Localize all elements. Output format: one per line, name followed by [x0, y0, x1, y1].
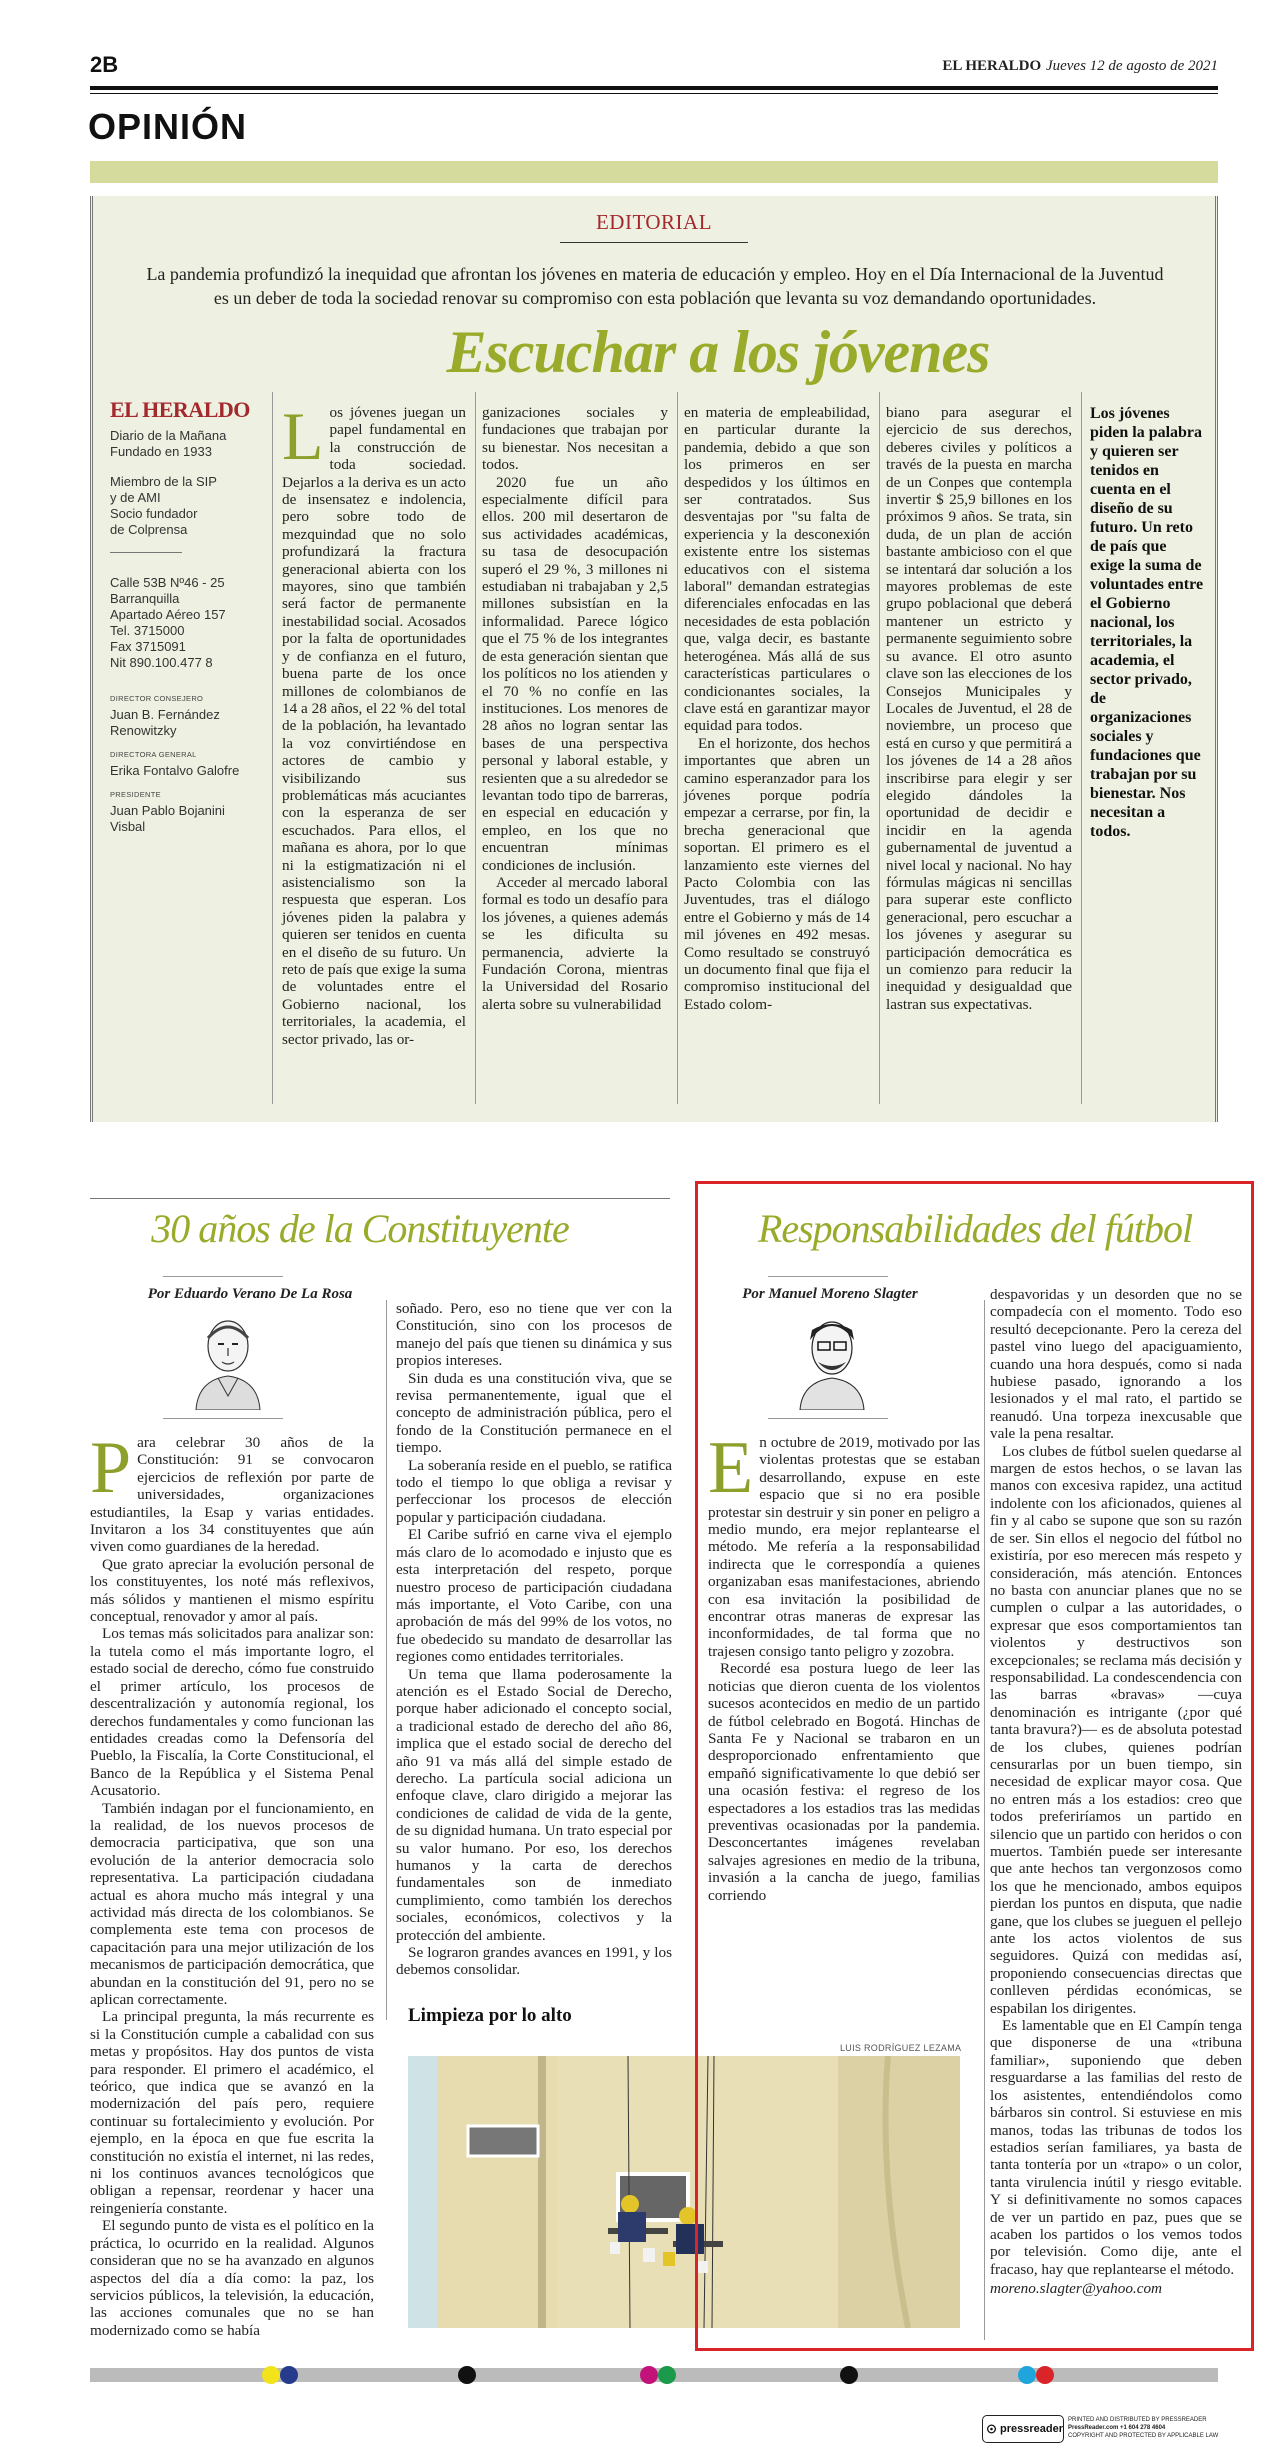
column2-email: moreno.slagter@yahoo.com: [990, 2280, 1163, 2298]
paragraph: n octubre de 2019, motivado por las violentas protestas que se estaban desarrollando, expuse en este espacio que si no era posible protestar sin destruir y sin poner en peligro a medio mundo, era mejor replantearse el método. Me refería a la responsabilidad indirecta que le correspondía a quienes organizaban esas manifestaciones, abriendo con esa invitación la posibilidad de encontrar otras maneras de expresar las inconformidades, de tal forma que no trajesen consigo tanto peligro y zozobra.: [708, 1434, 980, 1660]
editorial-col-2b: 2020 fue un año especialmente difícil para ellos. 200 mil desertaron de sus actividades académicas, su tasa de desocupación superó el 29 %, 3 millones ni estudiaban ni trabajaban y 2,5 millones subsistían en la informalidad. Parece lógico que el 75 % de los integrantes de esta generación sientan que los políticos no los atienden y el 70 % no confíe en las instituciones. Los menores de 28 años no logran sentar las bases de una perspectiva personal y laboral estable, y resienten que a su alrededor se levantan todo tipo de barreras, en especial en educación y empleo, en los que no encuentran mínimas condiciones de inclusión.: [482, 473, 668, 874]
masthead-line: Socio fundador: [110, 506, 198, 521]
column1-col-b: [396, 1300, 672, 1979]
column2-byline-rule: [768, 1276, 888, 1277]
editorial-col-4: [886, 404, 1072, 1013]
rule-col1-top: [90, 1198, 670, 1199]
header-rule-thin: [90, 93, 1218, 94]
column1-byline: Por Eduardo Verano De La Rosa: [147, 1286, 353, 1302]
paragraph: soñado. Pero, eso no tiene que ver con la Constitución, sino con los procesos de manejo del país que tienen su dinámica y sus propios intereses.: [396, 1300, 672, 1370]
header-date: Jueves 12 de agosto de 2021: [1045, 58, 1218, 74]
rule-v0: [272, 392, 273, 1104]
editorial-lede: La pandemia profundizó la inequidad que afrontan los jóvenes en materia de educación y empleo. Hoy en el Día Internacional de la Juventud es un deber de toda la sociedad renovar su compromiso con esta población que levanta su voz demandando oportunidades.: [146, 264, 1164, 308]
editorial-col-3a: en materia de empleabilidad, en particular durante la pandemia, debido a que son los primeros en ser despedidos y los últimos en ser contratados. Sus desventajas por "su falta de experiencia y la desconexión existente entre los sistemas educativos con el sistema laboral" demandan estrategias diferenciales enfocadas en las necesidades de esta población que, valga decir, es bastante heterogénea. Más allá de sus características particulares o condicionantes sociales, la clave está en garantizar mayor equidad para todos.: [684, 404, 870, 735]
reg-mark-black-2: [840, 2366, 858, 2384]
column1-title: 30 años de la Constituyente: [151, 1206, 569, 1251]
header-rule: [90, 86, 1218, 90]
pressreader-badge: [982, 2415, 1064, 2443]
masthead-memberships: [110, 474, 260, 538]
masthead-staff-role: DIRECTOR CONSEJERO: [110, 694, 204, 703]
masthead-line: Tel. 3715000: [110, 623, 185, 638]
column2-portrait-rule: [768, 1418, 888, 1419]
masthead-rule: [110, 552, 182, 553]
paragraph: Sin duda es una constitución viva, que se revisa permanentemente, igual que el concepto de administración pública, pero el fondo de la Constitución permanece en el tiempo.: [396, 1369, 672, 1457]
masthead-staff-role: PRESIDENTE: [110, 790, 161, 799]
header-paper: [942, 56, 1218, 75]
page-number: 2B: [90, 52, 119, 77]
masthead-founding: [110, 428, 260, 460]
masthead-staff-name: Juan B. Fernández Renowitzky: [110, 707, 220, 738]
editorial-col-2c: Acceder al mercado laboral formal es todo un desafío para los jóvenes, a quienes además se les dificulta su permanencia, advierte la Fundación Corona, mientras la Universidad del Rosario alerta sobre su vulnerabilidad: [482, 873, 668, 1013]
paragraph: despavoridas y un desorden que no se compadecía con el momento. Todo eso resultó decepcionante. Pero la cereza del pastel vino luego del apaciguamiento, cuando una hora después, como si nada hubiese pasado, ignorando a los lesionados y el mal rato, el partido se reanudó. Una torpeza inexcusable que vale la pena resaltar.: [990, 1286, 1242, 1443]
editorial-dropcap: L: [282, 398, 324, 474]
masthead-staff-name: Juan Pablo Bojanini Visbal: [110, 803, 225, 834]
pressreader-fine-1: PRINTED AND DISTRIBUTED BY PRESSREADER: [1068, 2417, 1207, 2423]
masthead-line: de Colprensa: [110, 522, 188, 537]
masthead-line: Miembro de la SIP: [110, 474, 217, 489]
column1-col-a: [90, 1427, 374, 2339]
masthead-line: Apartado Aéreo 157: [110, 607, 226, 622]
rule-col1-mid: [386, 1300, 387, 2020]
column2-col-a: [708, 1427, 980, 1904]
paragraph: La principal pregunta, la más recurrente es si la Constitución cumple a cabalidad con sus metas y propósitos. Hay dos puntos de vista para responder. El primero el académico, el teórico, que indica que se avanzó en la modernización del país pero, requiere continuar su fortalecimiento y evolución. Por ejemplo, en la época en que fue escrita la constitución no existía el internet, ni las redes, ni los continuos avances tecnológicos que obligan a repensar, reordenar y hacer una reingeniería constante.: [90, 2008, 374, 2217]
column2-col-b: [990, 1286, 1242, 2298]
pressreader-fine-3: COPYRIGHT AND PROTECTED BY APPLICABLE LAW: [1068, 2433, 1219, 2439]
column1-portrait-rule: [163, 1418, 283, 1419]
paragraph: Recordé esa postura luego de leer las noticias que dieron cuenta de los violentos sucesos acontecidos en medio de un partido de fútbol celebrado en Bogotá. Hinchas de Santa Fe y Nacional se trabaron en un desproporcionado enfrentamiento que empañó significativamente lo que debió ser una ocasión festiva: el regreso de los espectadores a los estadios tras las medidas preventivas ocasionadas por la pandemia. Desconcertantes imágenes revelaban salvajes agresiones en medio de la tribuna, invasión a la cancha de juego, familias corriendo: [708, 1660, 980, 1904]
pressreader-logo-icon: [987, 2422, 996, 2436]
section-title: OPINIÓN: [88, 106, 248, 147]
pressreader-fine-2: PressReader.com +1 604 278 4604: [1068, 2425, 1166, 2431]
paragraph: El Caribe sufrió en carne viva el ejemplo más claro de lo acomodado e injusto que es esta interpretación del respeto, porque nuestro proceso de participación ciudadana más importante, el Voto Caribe, con una aprobación de más del 99% de los votos, no fue obedecido su mandato de desarrollar las regiones como entidades territoriales.: [396, 1526, 672, 1666]
section-bar: [90, 161, 1218, 183]
editorial-col-2: [482, 404, 668, 1013]
pressreader-fineprint: [1068, 2416, 1218, 2440]
reg-mark-magenta: [640, 2366, 658, 2384]
editorial-title: Escuchar a los jóvenes: [446, 319, 990, 385]
editorial-col-3: [684, 404, 870, 1013]
column2-author-portrait: [792, 1310, 872, 1410]
masthead-line: Fundado en 1933: [110, 444, 212, 459]
masthead-line: y de AMI: [110, 490, 161, 505]
column1-author-portrait: [188, 1310, 268, 1410]
editorial-col-1-text: os jóvenes juegan un papel fundamental en la construcción de toda sociedad. Dejarlos a la deriva es un acto de insensatez e indolencia, pero sobre todo de mezquindad que no solo profundizará la fractura generacional abierta con los mayores, sino que también será factor de permanente inestabilidad social. Acosados por la falta de oportunidades y de confianza en el futuro, buena parte de los once millones de colombianos de 14 a 28 años, el 22 % del total de la población, ha levantado la voz convirtiéndose en actores de cambio y visibilizando sus problemáticas más acuciantes con la esperanza de ser escuchados. Para ellos, el mañana es ahora, por lo que ni la estigmatización ni el asistencialismo son la respuesta que esperan. Los jóvenes piden la palabra y quieren ser tenidos en cuenta en el diseño de su futuro. Un reto de país que exige la suma de voluntades entre el Gobierno nacional, los territoriales, la academia, el sector privado, las or-: [282, 404, 466, 1048]
paragraph: Que grato apreciar la evolución personal de los constituyentes, los noté más reflexivos, más sólidos y mantienen el mismo espíritu conceptual, renovador y amor al país.: [90, 1555, 374, 1626]
masthead-line: Barranquilla: [110, 591, 180, 606]
editorial-col-3b: En el horizonte, dos hechos importantes que abren un camino esperanzador para los jóvenes porque podría empezar a cerrarse, por fin, la brecha generacional que soportan. El primero es el lanzamiento este viernes del Pacto Colombia con las Juventudes, tras el diálogo entre el Gobierno y más de 14 mil jóvenes en 492 mesas. Como resultado se construyó un documento final que fija el compromiso institucional del Estado colom-: [684, 734, 870, 1013]
reg-mark-black-1: [458, 2366, 476, 2384]
masthead-staff-role: DIRECTORA GENERAL: [110, 750, 197, 759]
masthead-address: [110, 575, 260, 671]
rule-v2: [677, 392, 678, 1104]
pressreader-brand: pressreader: [1000, 2423, 1063, 2435]
paragraph: Es lamentable que en El Campín tenga que disponerse de una «tribuna familiar», suponiendo que deben resguardarse a las familias del resto de los asistentes, entendiéndolos como bárbaros sin control. Si estuviese en mis manos, todas las tribunas de todos los estadios serían familiares, ya basta de tanta tontería por un «trapo» o un color, tanta virulencia inútil y riesgo evitable. Y si definitivamente no somos capaces de ver un partido en paz, pues que se acaben los partidos o los vemos todos por televisión. Como dije, ante el fracaso, hay que replantearse el método.: [990, 2017, 1242, 2278]
editorial-col-1: [282, 398, 466, 1048]
rule-v1: [475, 392, 476, 1104]
reg-mark-red: [1036, 2366, 1054, 2384]
column2-col-a-text: [708, 1427, 980, 1904]
masthead-line: Diario de la Mañana: [110, 428, 227, 443]
kicker-rule: [560, 242, 748, 243]
rule-col2-mid: [984, 1300, 985, 2340]
editorial-col-4-text: biano para asegurar el ejercicio de sus derechos, deberes civiles y políticos a través de la puesta en marcha de un Conpes que contempla invertir $ 25,9 billones en los próximos 9 años. Se trata, sin duda, de un plan de acción bastante ambicioso con el que se intentará dar solución a los mayores problemas de este grupo poblacional que deberá mantener un estricto y permanente seguimiento sobre su avance. El otro asunto clave son las elecciones de los Consejos Municipales y Locales de Juventud, el 28 de noviembre, un proceso que está en curso y que permitirá a los jóvenes de 14 a 28 años inscribirse para elegir y ser elegido dándoles la oportunidad de decidir e incidir en la agenda gubernamental de juventud a nivel local y nacional. No hay fórmulas mágicas ni sencillas para superar este conflicto generacional, pero escuchar a los jóvenes y asegurar su participación democrática es un comienzo para reducir la inequidad y desigualdad que lastran sus expectativas.: [886, 404, 1072, 1013]
masthead-line: Nit 890.100.477 8: [110, 655, 213, 670]
column1-col-a-text: [90, 1427, 374, 2339]
column2-col-b-text: [990, 1286, 1242, 2278]
column1-col-b-text: [396, 1300, 672, 1979]
column1-dropcap: P: [90, 1427, 132, 1509]
editorial-col-2a: ganizaciones sociales y fundaciones que trabajan por su bienestar. Nos necesitan a todos.: [482, 404, 668, 474]
photo-credit: LUIS RODRÍGUEZ LEZAMA: [840, 2043, 962, 2053]
paragraph: ara celebrar 30 años de la Constitución: 91 se convocaron ejercicios de reflexión por parte de universidades, organizaciones estudiantiles, la Esap y varias entidades. Invitaron a los 34 constituyentes que aún viven como guardianes de la heredad.: [90, 1434, 374, 1556]
paragraph: Un tema que llama poderosamente la atención es el Estado Social de Derecho, porque haber adicionado el concepto social, a tradicional estado de derecho del año 86, implica que el estado social de derecho del año 91 va más allá del simple estado de derecho. La partícula social adiciona un enfoque clave, claro dirigido a mejorar las condiciones de calidad de vida de la gente, de su dignidad humana. Un trato especial por su valor humano. Por eso, los derechos humanos y la carta de derechos fundamentales son de inmediato cumplimiento, como también los derechos sociales, económicos, colectivos y la protección del ambiente.: [396, 1665, 672, 1944]
masthead-staff: [110, 691, 260, 835]
masthead-line: Calle 53B Nº46 - 25: [110, 575, 225, 590]
column2-dropcap: E: [708, 1427, 754, 1509]
paragraph: También indagan por el funcionamiento, en la realidad, de los nuevos procesos de democracia participativa, que son una evolución de la anterior democracia solo representativa. La participación ciudadana actual es ahora mucho más integral y una actividad más directa de los colombianos. Se complementa este tema con procesos de capacitación para una mejor utilización de los mecanismos de participación democrática, que abundan en la constitución del 91, pero no se aplican correctamente.: [90, 1799, 374, 2008]
column2-byline: Por Manuel Moreno Slagter: [742, 1286, 918, 1302]
paragraph: La soberanía reside en el pueblo, se ratifica todo el tiempo lo que obliga a revisar y perfeccionar los procesos de elección popular y participación ciudadana.: [396, 1456, 672, 1526]
reg-mark-cyan: [1018, 2366, 1036, 2384]
masthead: [110, 397, 260, 835]
paragraph: El segundo punto de vista es el político en la práctica, lo ocurrido en la realidad. Algunos consideran que no se ha avanzado en algunos aspectos del día a día como: la paz, los servicios públicos, la televisión, la educación, las acciones comunales que no se han modernizado como se había: [90, 2217, 374, 2339]
paragraph: Los temas más solicitados para analizar son: la tutela como el más importante logro, el estado social de derecho, cómo fue construido el primer artículo, los procesos de descentralización y autonomía regional, los derechos fundamentales y como funcionan las entidades creadas como la Defensoría del Pueblo, la Fiscalía, la Corte Constitucional, el Banco de la República y el Sistema Penal Acusatorio.: [90, 1625, 374, 1800]
reg-mark-navy: [280, 2366, 298, 2384]
editorial-pullquote: Los jóvenes piden la palabra y quieren ser tenidos en cuenta en el diseño de su futuro. Un reto de país que exige la suma de voluntades entre el Gobierno nacional, los territoriales, la academia, el sector privado, de organizaciones sociales y fundaciones que trabajan por su bienestar. Nos necesitan a todos.: [1090, 405, 1204, 840]
editorial-kicker: EDITORIAL: [595, 210, 713, 234]
column1-byline-rule: [163, 1276, 283, 1277]
masthead-line: Fax 3715091: [110, 639, 186, 654]
reg-mark-green: [658, 2366, 676, 2384]
photo-caption: Limpieza por lo alto: [408, 2005, 572, 2026]
rule-v3: [879, 392, 880, 1104]
masthead-logo: EL HERALDO: [110, 397, 250, 422]
paragraph: Los clubes de fútbol suelen quedarse al margen de estos hechos, o se lavan las manos con excesiva rapidez, una actitud indolente con los aficionados, quienes al fin y al cabo se supone que son su razón de ser. Sin ellos el negocio del fútbol no existiría, por eso merecen más respeto y consideración, más atención. Entonces no basta con anunciar planes que no se cumplen o culpar a las autoridades, o expresar que esos comportamientos tan violentos y destructivos son excepcionales; se reclama más decisión y responsabilidad. La condescendencia con las barras «bravas» —cuya denominación es intrigante (¿por qué tanta bravura?)— es de absoluta potestad de los clubes, quienes podrían censurarlas por un buen tiempo, sin necesidad de explicar mayor cosa. Que no entren más a los estadios: creo que todos preferiríamos un partido en silencio que un partido con heridos o con muertos. También puede ser interesante que ante hechos tan vergonzosos como los que he mencionado, ambos equipos pierdan los puntos en disputa, que nadie gane, que los clubes se jueguen el pellejo ante los actos violentos de sus seguidores. Quizá con medidas así, proponiendo consecuencias directas que conlleven pérdidas económicas, se espabilan los dirigentes.: [990, 1442, 1242, 2017]
header-paper-name: EL HERALDO: [942, 58, 1042, 74]
reg-mark-yellow: [262, 2366, 280, 2384]
paragraph: Se lograron grandes avances en 1991, y los debemos consolidar.: [396, 1944, 672, 1979]
masthead-staff-name: Erika Fontalvo Galofre: [110, 763, 240, 778]
column2-title: Responsabilidades del fútbol: [757, 1206, 1193, 1251]
rule-v4: [1081, 392, 1082, 1104]
